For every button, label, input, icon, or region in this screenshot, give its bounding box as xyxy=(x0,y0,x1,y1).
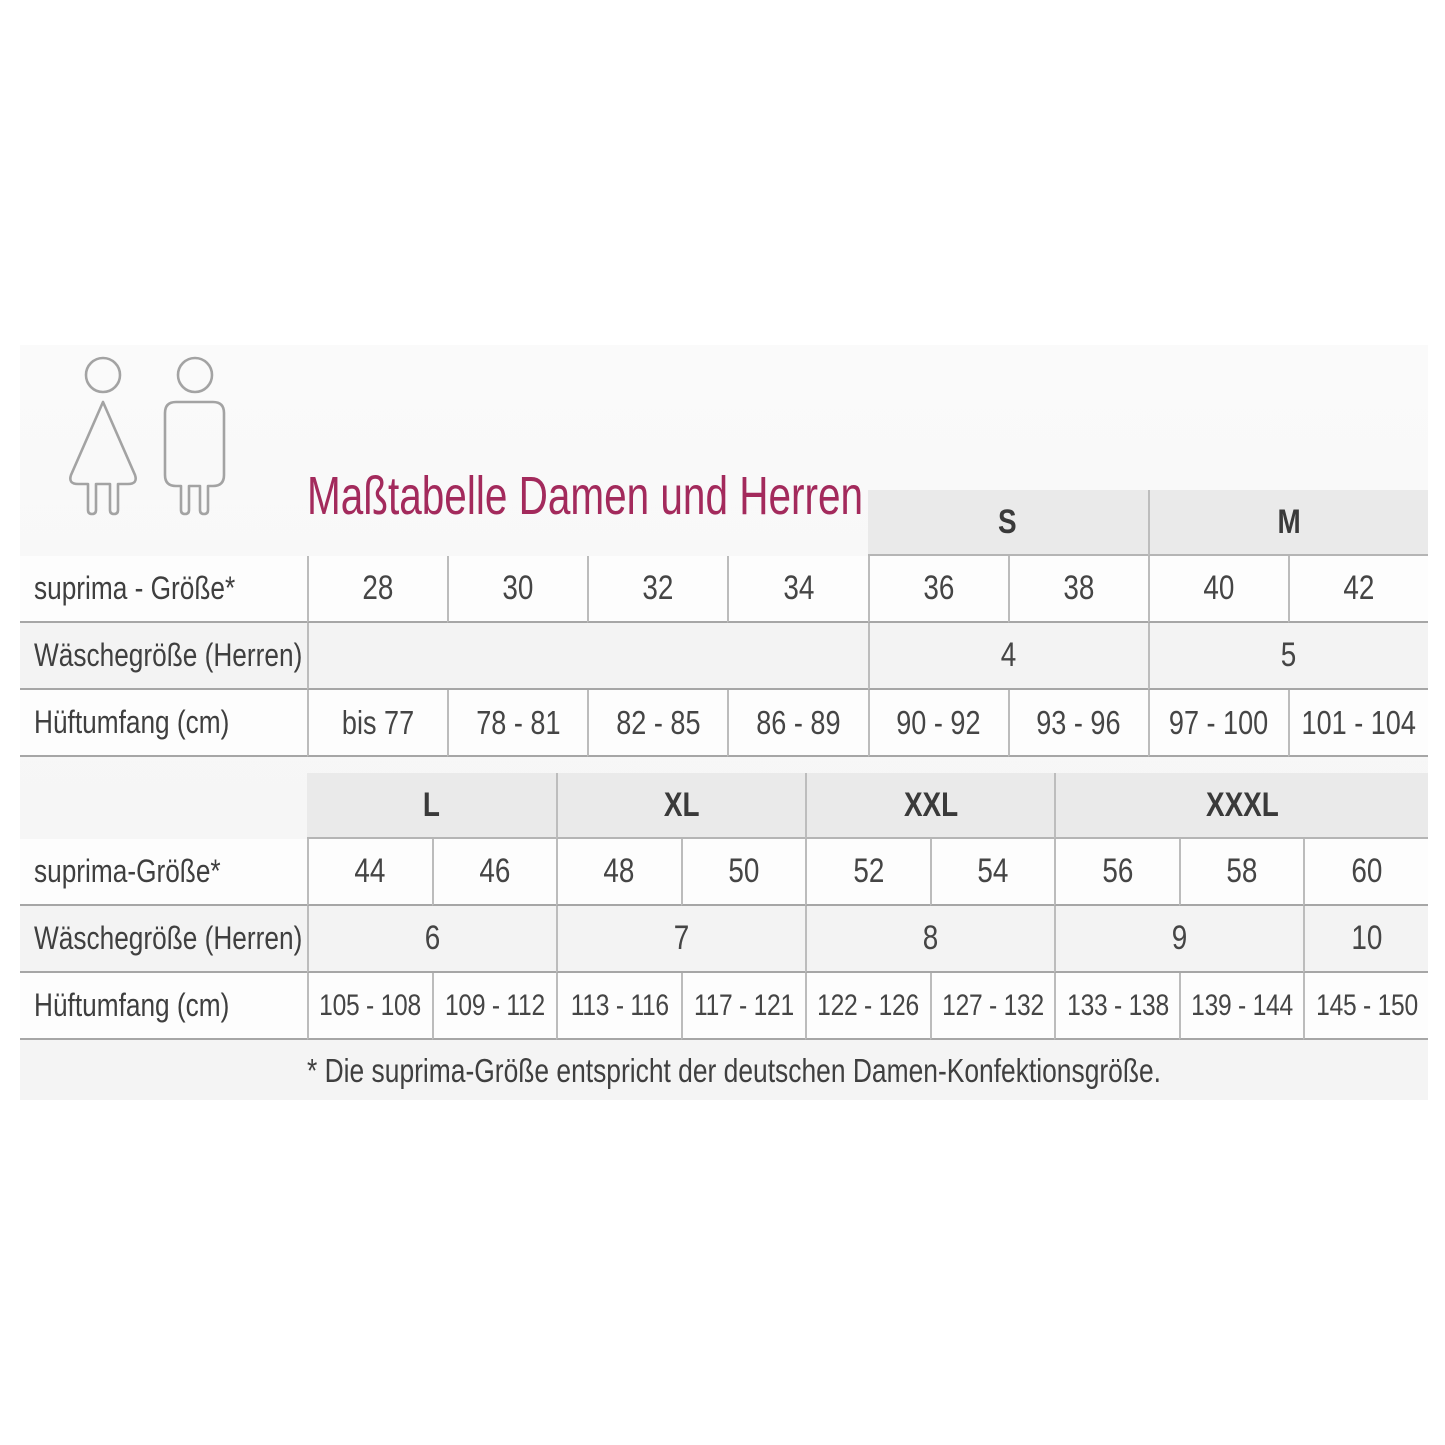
size-cell xyxy=(432,839,557,906)
size-cell-text: 105 - 108 xyxy=(319,988,422,1022)
size-cell-text: 28 xyxy=(362,569,394,607)
size-group-header-text: L xyxy=(423,785,441,824)
size-cell xyxy=(307,839,432,906)
size-cell xyxy=(727,690,867,757)
table-header-spacer xyxy=(20,490,868,556)
size-cell-text: 38 xyxy=(1063,569,1095,607)
row-label xyxy=(20,556,307,623)
size-cell-text: 56 xyxy=(1102,852,1134,890)
size-cell-text: 109 - 112 xyxy=(444,988,545,1022)
size-cell xyxy=(307,623,868,690)
size-cell xyxy=(1303,906,1428,973)
size-cell-text: 46 xyxy=(479,852,511,890)
size-cell-text: 139 - 144 xyxy=(1191,988,1294,1022)
size-cell-text: bis 77 xyxy=(341,703,415,741)
size-cell xyxy=(805,906,1054,973)
size-table-upper xyxy=(20,490,1428,757)
size-cell-text: 8 xyxy=(923,919,939,957)
size-cell xyxy=(307,690,447,757)
size-cell-text: 10 xyxy=(1351,919,1383,957)
size-cell-text: 133 - 138 xyxy=(1066,988,1169,1022)
size-cell xyxy=(1303,839,1428,906)
row-label-text: suprima-Größe* xyxy=(34,853,221,889)
size-group-header xyxy=(805,773,1054,839)
size-cell xyxy=(556,906,805,973)
size-cell xyxy=(587,556,727,623)
size-cell xyxy=(447,690,587,757)
size-cell xyxy=(1148,556,1288,623)
size-group-header-text: XXL xyxy=(903,785,958,824)
size-cell xyxy=(805,839,930,906)
size-cell-text: 4 xyxy=(1000,636,1017,674)
size-group-header-text: M xyxy=(1277,502,1301,541)
size-group-header-text: XXXL xyxy=(1205,785,1279,824)
size-cell xyxy=(681,973,806,1040)
size-cell-text: 145 - 150 xyxy=(1315,988,1418,1022)
size-group-header-text: S xyxy=(998,502,1017,541)
row-label-text: suprima - Größe* xyxy=(34,570,236,606)
size-cell-text: 82 - 85 xyxy=(616,703,701,741)
row-label xyxy=(20,839,307,906)
size-cell xyxy=(868,556,1008,623)
size-cell-text: 86 - 89 xyxy=(756,703,841,741)
size-cell xyxy=(587,690,727,757)
size-cell-text: 32 xyxy=(642,569,674,607)
row-label-text: Hüftumfang (cm) xyxy=(34,704,230,740)
size-cell xyxy=(1179,839,1304,906)
size-cell-text: 117 - 121 xyxy=(693,988,794,1022)
size-cell-text: 6 xyxy=(424,919,441,957)
size-cell xyxy=(447,556,587,623)
size-cell-text: 58 xyxy=(1226,852,1258,890)
size-cell-text: 97 - 100 xyxy=(1169,703,1269,741)
size-cell xyxy=(1148,623,1428,690)
size-cell-text: 9 xyxy=(1172,919,1188,957)
size-cell xyxy=(307,906,556,973)
size-group-header xyxy=(1148,490,1428,556)
size-table-lower xyxy=(20,773,1428,1040)
size-group-header-text: XL xyxy=(663,785,700,824)
size-group-header xyxy=(868,490,1148,556)
size-cell-text: 5 xyxy=(1281,636,1297,674)
size-cell-text: 7 xyxy=(673,919,690,957)
size-cell xyxy=(307,556,447,623)
size-cell xyxy=(727,556,867,623)
size-cell-text: 90 - 92 xyxy=(896,703,981,741)
table-header-spacer xyxy=(20,773,307,839)
size-cell-text: 36 xyxy=(923,569,955,607)
size-group-header xyxy=(307,773,556,839)
size-cell-text: 54 xyxy=(977,852,1009,890)
size-cell xyxy=(1054,973,1179,1040)
size-cell xyxy=(556,839,681,906)
size-cell xyxy=(930,839,1055,906)
size-cell-text: 113 - 116 xyxy=(570,988,669,1022)
size-cell-text: 30 xyxy=(502,569,534,607)
size-cell-text: 40 xyxy=(1203,569,1235,607)
size-cell-text: 101 - 104 xyxy=(1301,703,1417,741)
size-cell xyxy=(1054,906,1303,973)
size-cell xyxy=(1008,690,1148,757)
size-cell-text: 42 xyxy=(1343,569,1375,607)
row-label xyxy=(20,623,307,690)
row-label-text: Hüftumfang (cm) xyxy=(34,987,230,1023)
footnote: * Die suprima-Größe entspricht der deutschen Damen-Konfektionsgröße. xyxy=(307,1052,1161,1089)
size-cell xyxy=(432,973,557,1040)
size-cell xyxy=(805,973,930,1040)
size-cell xyxy=(1054,839,1179,906)
size-cell xyxy=(930,973,1055,1040)
size-cell xyxy=(1179,973,1304,1040)
size-cell-text: 127 - 132 xyxy=(942,988,1044,1022)
size-cell xyxy=(556,973,681,1040)
size-cell xyxy=(1148,690,1288,757)
row-label xyxy=(20,906,307,973)
size-cell xyxy=(1303,973,1428,1040)
size-group-header xyxy=(556,773,805,839)
row-label xyxy=(20,973,307,1040)
row-label xyxy=(20,690,307,757)
row-label-text: Wäschegröße (Herren) xyxy=(34,920,303,956)
size-cell xyxy=(307,973,432,1040)
size-cell xyxy=(1288,556,1428,623)
size-cell xyxy=(868,690,1008,757)
size-cell-text: 93 - 96 xyxy=(1036,703,1121,741)
size-cell xyxy=(1288,690,1428,757)
size-cell-text: 48 xyxy=(603,852,635,890)
row-label-text: Wäschegröße (Herren) xyxy=(34,637,303,673)
size-cell xyxy=(681,839,806,906)
size-cell-text: 44 xyxy=(354,852,386,890)
size-cell-text: 78 - 81 xyxy=(476,703,561,741)
size-cell xyxy=(1008,556,1148,623)
size-group-header xyxy=(1054,773,1428,839)
page-title: Maßtabelle Damen und Herren xyxy=(307,466,864,526)
size-cell-text: 50 xyxy=(728,852,760,890)
size-cell-text: 52 xyxy=(852,852,885,890)
size-cell-text: 60 xyxy=(1351,852,1383,890)
size-cell-text: 34 xyxy=(782,569,814,607)
size-cell-text: 122 - 126 xyxy=(817,988,920,1022)
size-cell xyxy=(868,623,1148,690)
